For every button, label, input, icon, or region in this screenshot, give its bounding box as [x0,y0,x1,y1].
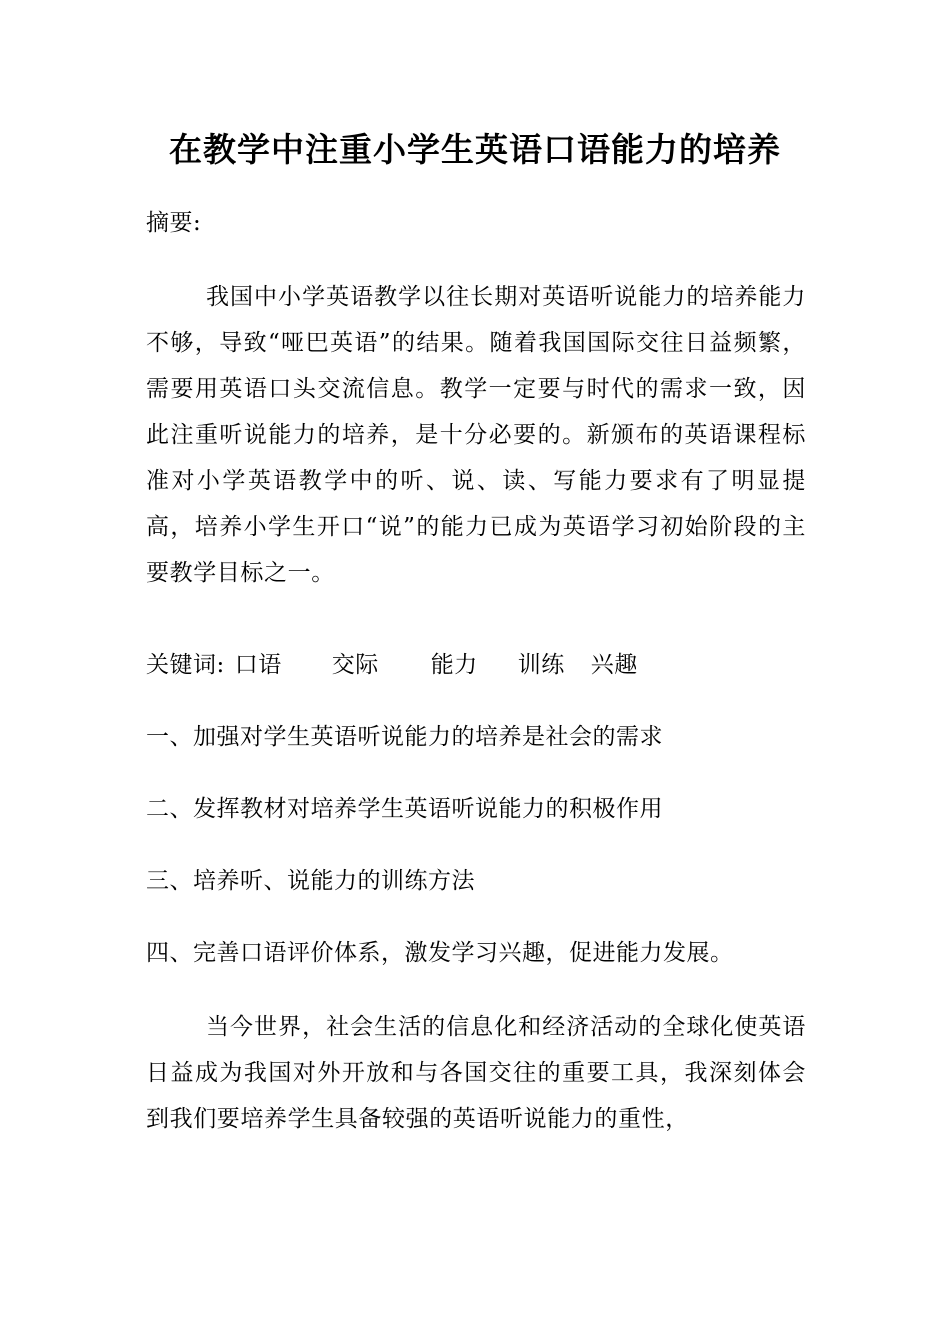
keywords-label: 关键词: [146,652,225,678]
section-heading-1: 一、加强对学生英语听说能力的培养是社会的需求 [146,724,663,750]
keyword: 口语 [234,652,282,678]
keyword: 交际 [331,652,379,678]
keywords-line [146,645,638,685]
section-heading-3: 三、培养听、说能力的训练方法 [146,868,475,894]
section-heading-2: 二、发挥教材对培养学生英语听说能力的积极作用 [146,796,663,822]
abstract-label: 摘要: [146,210,202,236]
body-paragraph: 当今世界，社会生活的信息化和经济活动的全球化使英语日益成为我国对外开放和与各国交往的重要工具，我深刻体会到我们要培养学生具备较强的英语听说能力的重性， [146,1014,806,1132]
abstract-paragraph: 我国中小学英语教学以往长期对英语听说能力的培养能力不够，导致“哑巴英语”的结果。随着我国国际交往日益频繁，需要用英语口头交流信息。教学一定要与时代的需求一致，因此注重听说能力的培养，是十分必要的。新颁布的英语课程标准对小学英语教学中的听、说、读、写能力要求有了明显提高，培养小学生开口“说”的能力已成为英语学习初始阶段的主要教学目标之一。 [146,284,806,586]
keyword: 兴趣 [590,652,638,678]
keyword: 训练 [517,652,565,678]
keyword: 能力 [430,652,478,678]
document-title: 在教学中注重小学生英语口语能力的培养 [169,130,781,169]
section-heading-4: 四、完善口语评价体系，激发学习兴趣，促进能力发展。 [146,940,734,966]
